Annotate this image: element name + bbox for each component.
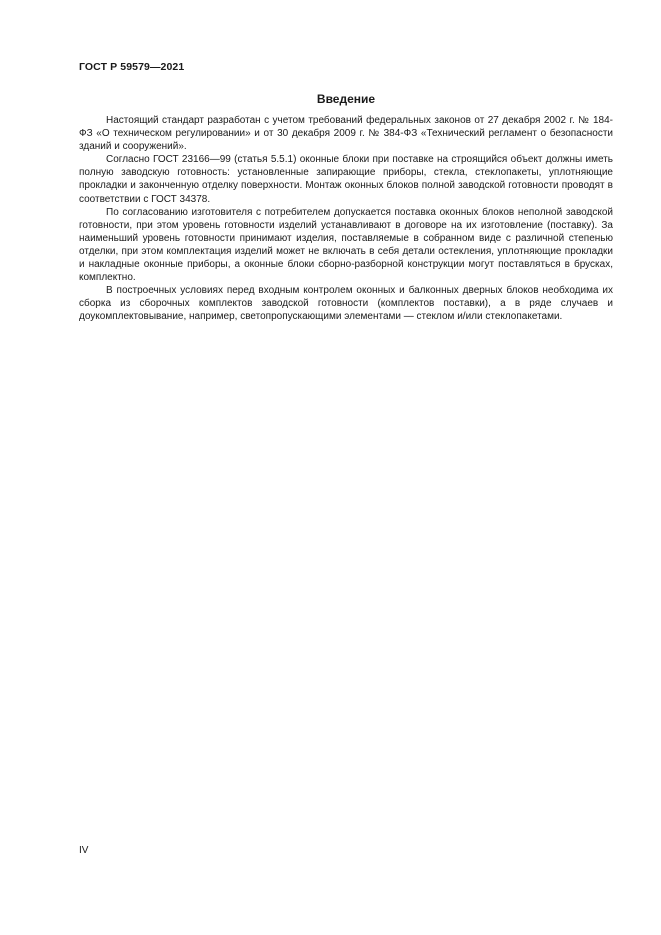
section-title: Введение (316, 92, 376, 106)
introduction-body (79, 114, 613, 324)
paragraph: Согласно ГОСТ 23166—99 (статья 5.5.1) оконные блоки при поставке на строящийся объект должны иметь полную заводскую готовность: установленные запирающие приборы, стекла, стеклопакеты, уплотняющие прокладки и законченную отделку поверхности. Монтаж оконных блоков полной заводской готовности проводят в соответствии с ГОСТ 34378. (79, 154, 613, 205)
paragraph: В построечных условиях перед входным контролем оконных и балконных дверных блоков необходима их сборка из сборочных комплектов заводской готовности (комплектов поставки), а в ряде случаев и доукомплектовывание, например, светопропускающими элементами — стеклом и/или стеклопакетами. (79, 285, 613, 323)
paragraph: Настоящий стандарт разработан с учетом требований федеральных законов от 27 декабря 2002 г. № 184-ФЗ «О техническом регулировании» и от 30 декабря 2009 г. № 384-ФЗ «Технический регламент о безопасности зданий и сооружений». (79, 115, 613, 153)
page-number: IV (79, 845, 89, 856)
document-code: ГОСТ Р 59579—2021 (79, 61, 185, 73)
paragraph: По согласованию изготовителя с потребителем допускается поставка оконных блоков неполной заводской готовности, при этом уровень готовности изделий устанавливают в договоре на их изготовление (поставку). За наименьший уровень готовности принимают изделия, поставляемые в собранном виде с различной степенью отделки, при этом комплектация изделий может не включать в себя детали остекления, уплотняющие прокладки и накладные оконные приборы, а оконные блоки сборно-разборной конструкции могут поставляться в брусках, комплектно. (79, 206, 613, 284)
